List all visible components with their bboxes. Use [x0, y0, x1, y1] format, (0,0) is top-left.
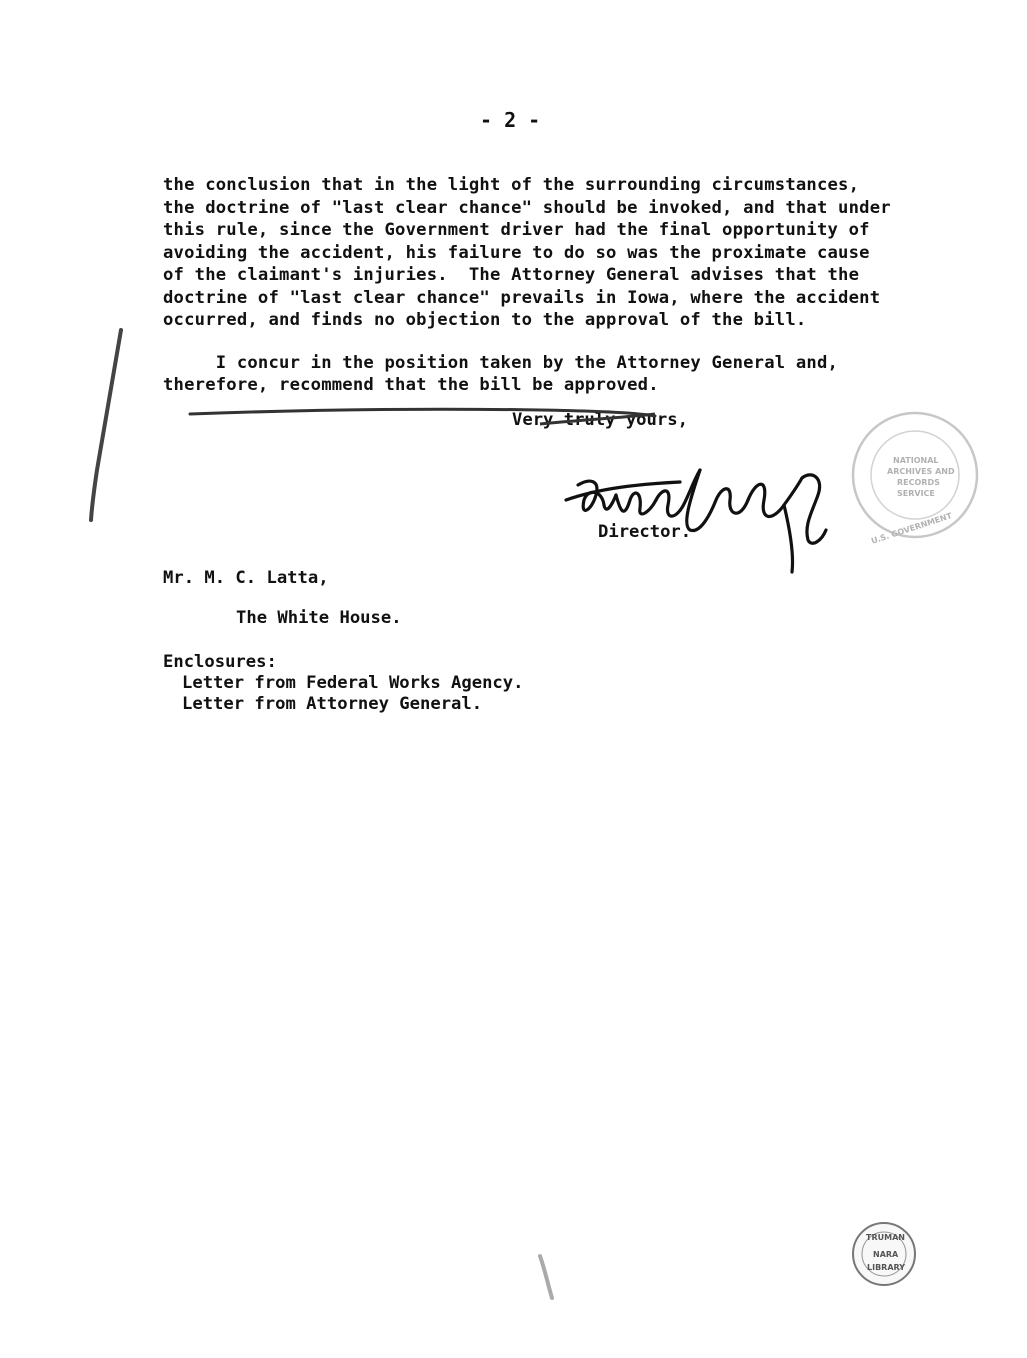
stamp-line: U.S. GOVERNMENT [870, 511, 954, 546]
stamp-line: SERVICE [897, 489, 935, 498]
ink-scratch-stroke [540, 414, 655, 424]
seal-line: TRUMAN [866, 1233, 905, 1242]
seal-line: LIBRARY [867, 1263, 906, 1272]
signature-title: Director. [598, 522, 692, 542]
paragraph-line: therefore, recommend that the bill be approved. [163, 375, 659, 395]
handwritten-signature [566, 470, 826, 572]
ink-underline-stroke [190, 409, 655, 416]
enclosures-heading: Enclosures: [163, 652, 277, 672]
stamp-line: RECORDS [897, 478, 940, 487]
enclosure-item: Letter from Attorney General. [182, 694, 483, 714]
closing: Very truly yours, [512, 410, 688, 430]
recipient-place: The White House. [236, 608, 402, 628]
enclosure-item: Letter from Federal Works Agency. [182, 673, 524, 693]
paragraph-line: this rule, since the Government driver had the final opportunity of [163, 220, 870, 240]
paragraph-line: avoiding the accident, his failure to do so was the proximate cause [163, 243, 870, 263]
paragraph-line: occurred, and finds no objection to the approval of the bill. [163, 310, 807, 330]
page-number: - 2 - [480, 108, 541, 132]
seal-line: NARA [873, 1250, 899, 1259]
library-seal [853, 1223, 915, 1285]
paragraph-line: the doctrine of "last clear chance" should be invoked, and that under [163, 198, 891, 218]
paragraph-line: the conclusion that in the light of the surrounding circumstances, [163, 175, 860, 195]
stamp-line: ARCHIVES AND [887, 467, 955, 476]
paragraph-line: doctrine of "last clear chance" prevails in Iowa, where the accident [163, 288, 881, 308]
paragraph-line: I concur in the position taken by the Attorney General and, [163, 353, 839, 373]
paragraph-line: of the claimant's injuries. The Attorney General advises that the [163, 265, 860, 285]
paper-smudge [540, 1256, 552, 1298]
archives-stamp [853, 413, 977, 546]
margin-pencil-mark [91, 330, 121, 520]
stamp-line: NATIONAL [893, 456, 939, 465]
recipient-name: Mr. M. C. Latta, [163, 568, 329, 588]
